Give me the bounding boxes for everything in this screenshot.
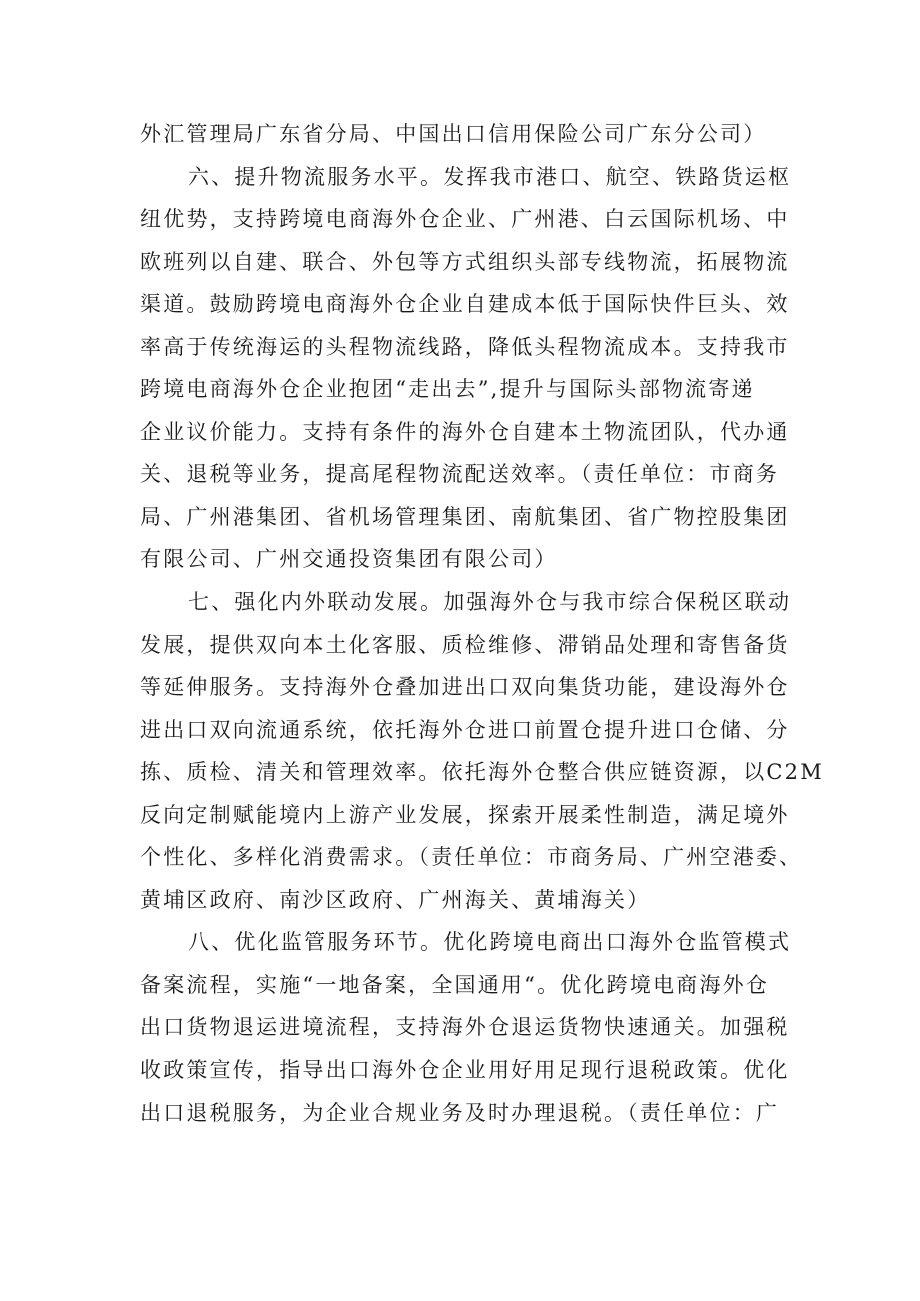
text-line: 有限公司、广州交通投资集团有限公司） — [140, 547, 558, 572]
text-line: 个性化、多样化消费需求。（责任单位：市商务局、广州空港委、 — [140, 845, 803, 870]
text-line: 出口退税服务，为企业合规业务及时办理退税。（责任单位：广 — [140, 1100, 780, 1125]
text-line: 外汇管理局广东省分局、中国出口信用保险公司广东分公司） — [140, 122, 767, 146]
text-line: 局、广州港集团、省机场管理集团、南航集团、省广物控股集团 — [140, 504, 790, 529]
text-line: 反向定制赋能境内上游产业发展，探索开展柔性制造，满足境外 — [140, 802, 790, 827]
paragraph-first-line: 七、强化内外联动发展。加强海外仓与我市综合保税区联动 — [188, 590, 792, 615]
text-line: 出口货物退运进境流程，支持海外仓退运货物快速通关。加强税 — [140, 1015, 790, 1040]
text-line: 欧班列以自建、联合、外包等方式组织头部专线物流，拓展物流 — [140, 249, 790, 274]
text-line: 跨境电商海外仓企业抱团“走出去”,提升与国际头部物流寄递 — [140, 377, 755, 402]
paragraph-first-line: 八、优化监管服务环节。优化跨境电商出口海外仓监管模式 — [188, 930, 792, 955]
text-line: 黄埔区政府、南沙区政府、广州海关、黄埔海关） — [140, 887, 651, 912]
text-line: 纽优势，支持跨境电商海外仓企业、广州港、白云国际机场、中 — [140, 207, 790, 232]
text-line: 收政策宣传，指导出口海外仓企业用好用足现行退税政策。优化 — [140, 1058, 790, 1083]
text-line: 渠道。鼓励跨境电商海外仓企业自建成本低于国际快件巨头、效 — [140, 292, 790, 317]
paragraph-first-line: 六、提升物流服务水平。发挥我市港口、航空、铁路货运枢 — [188, 164, 792, 189]
text-line: 进出口双向流通系统，依托海外仓进口前置仓提升进口仓储、分 — [140, 717, 790, 742]
text-line: 拣、质检、清关和管理效率。依托海外仓整合供应链资源，以C2M — [140, 760, 824, 785]
text-line: 率高于传统海运的头程物流线路，降低头程物流成本。支持我市 — [140, 334, 790, 359]
text-line: 备案流程，实施“一地备案，全国通用“。优化跨境电商海外仓 — [140, 972, 770, 997]
text-line: 等延伸服务。支持海外仓叠加进出口双向集货功能，建设海外仓 — [140, 675, 790, 700]
text-line: 企业议价能力。支持有条件的海外仓自建本土物流团队，代办通 — [140, 419, 790, 444]
text-line: 关、退税等业务，提高尾程物流配送效率。（责任单位：市商务 — [140, 462, 780, 487]
text-line: 发展，提供双向本土化客服、质检维修、滞销品处理和寄售备货 — [140, 632, 790, 657]
body-text — [140, 113, 824, 1134]
